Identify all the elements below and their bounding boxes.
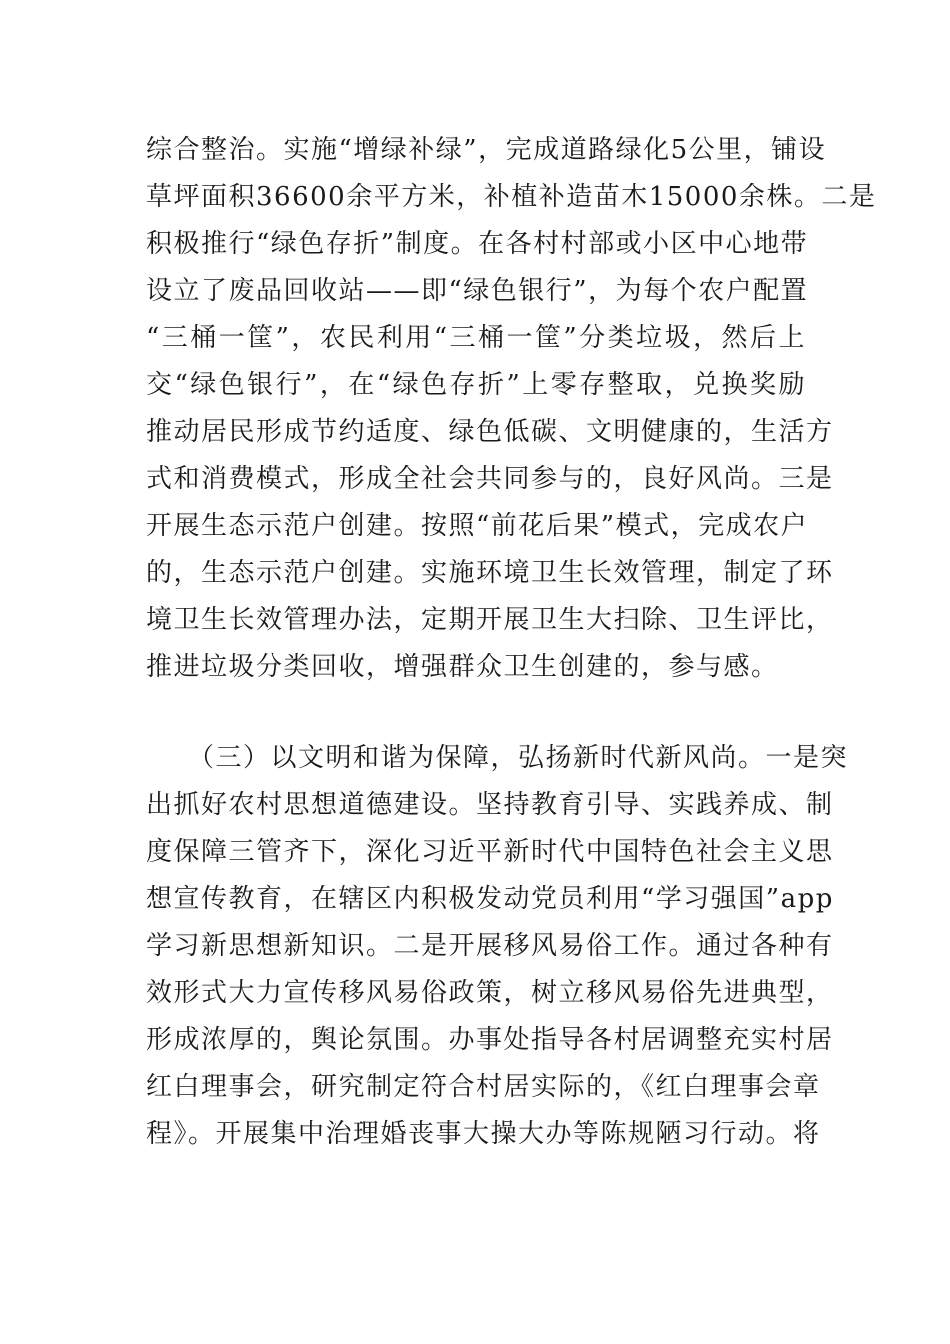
text-line: “三桶一筐”，农民利用“三桶一筐”分类垃圾，然后上: [146, 323, 806, 353]
text-line: 红白理事会，研究制定符合村居实际的，《红白理事会章: [146, 1072, 821, 1102]
text-line: 综合整治。实施“增绿补绿”，完成道路绿化5公里，铺设: [146, 135, 827, 165]
text-line: 积极推行“绿色存折”制度。在各村村部或小区中心地带: [146, 229, 809, 259]
text-line: 的，生态示范户创建。实施环境卫生长效管理，制定了环: [146, 558, 834, 588]
text-line: 推动居民形成节约适度、绿色低碳、文明健康的，生活方: [146, 417, 834, 447]
text-line: 境卫生长效管理办法，定期开展卫生大扫除、卫生评比，: [146, 605, 834, 635]
text-line: 交“绿色银行”，在“绿色存折”上零存整取，兑换奖励: [146, 370, 806, 400]
text-line: 形成浓厚的，舆论氛围。办事处指导各村居调整充实村居: [146, 1025, 834, 1055]
text-line: 度保障三管齐下，深化习近平新时代中国特色社会主义思: [146, 837, 834, 867]
text-line: （三）以文明和谐为保障，弘扬新时代新风尚。一是突: [188, 743, 849, 773]
text-line: 想宣传教育，在辖区内积极发动党员利用“学习强国”app: [146, 884, 834, 914]
text-line: 式和消费模式，形成全社会共同参与的，良好风尚。三是: [146, 464, 834, 494]
text-line: 开展生态示范户创建。按照“前花后果”模式，完成农户: [146, 511, 809, 541]
text-line: 设立了废品回收站——即“绿色银行”，为每个农户配置: [146, 276, 809, 306]
text-line: 学习新思想新知识。二是开展移风易俗工作。通过各种有: [146, 931, 834, 961]
text-line: 效形式大力宣传移风易俗政策，树立移风易俗先进典型，: [146, 978, 834, 1008]
text-line: 出抓好农村思想道德建设。坚持教育引导、实践养成、制: [146, 790, 834, 820]
text-line: 推进垃圾分类回收，增强群众卫生创建的，参与感。: [146, 652, 779, 682]
text-line: 程》。开展集中治理婚丧事大操大办等陈规陋习行动。将: [146, 1119, 821, 1149]
text-line: 草坪面积36600余平方米，补植补造苗木15000余株。二是: [146, 182, 877, 212]
